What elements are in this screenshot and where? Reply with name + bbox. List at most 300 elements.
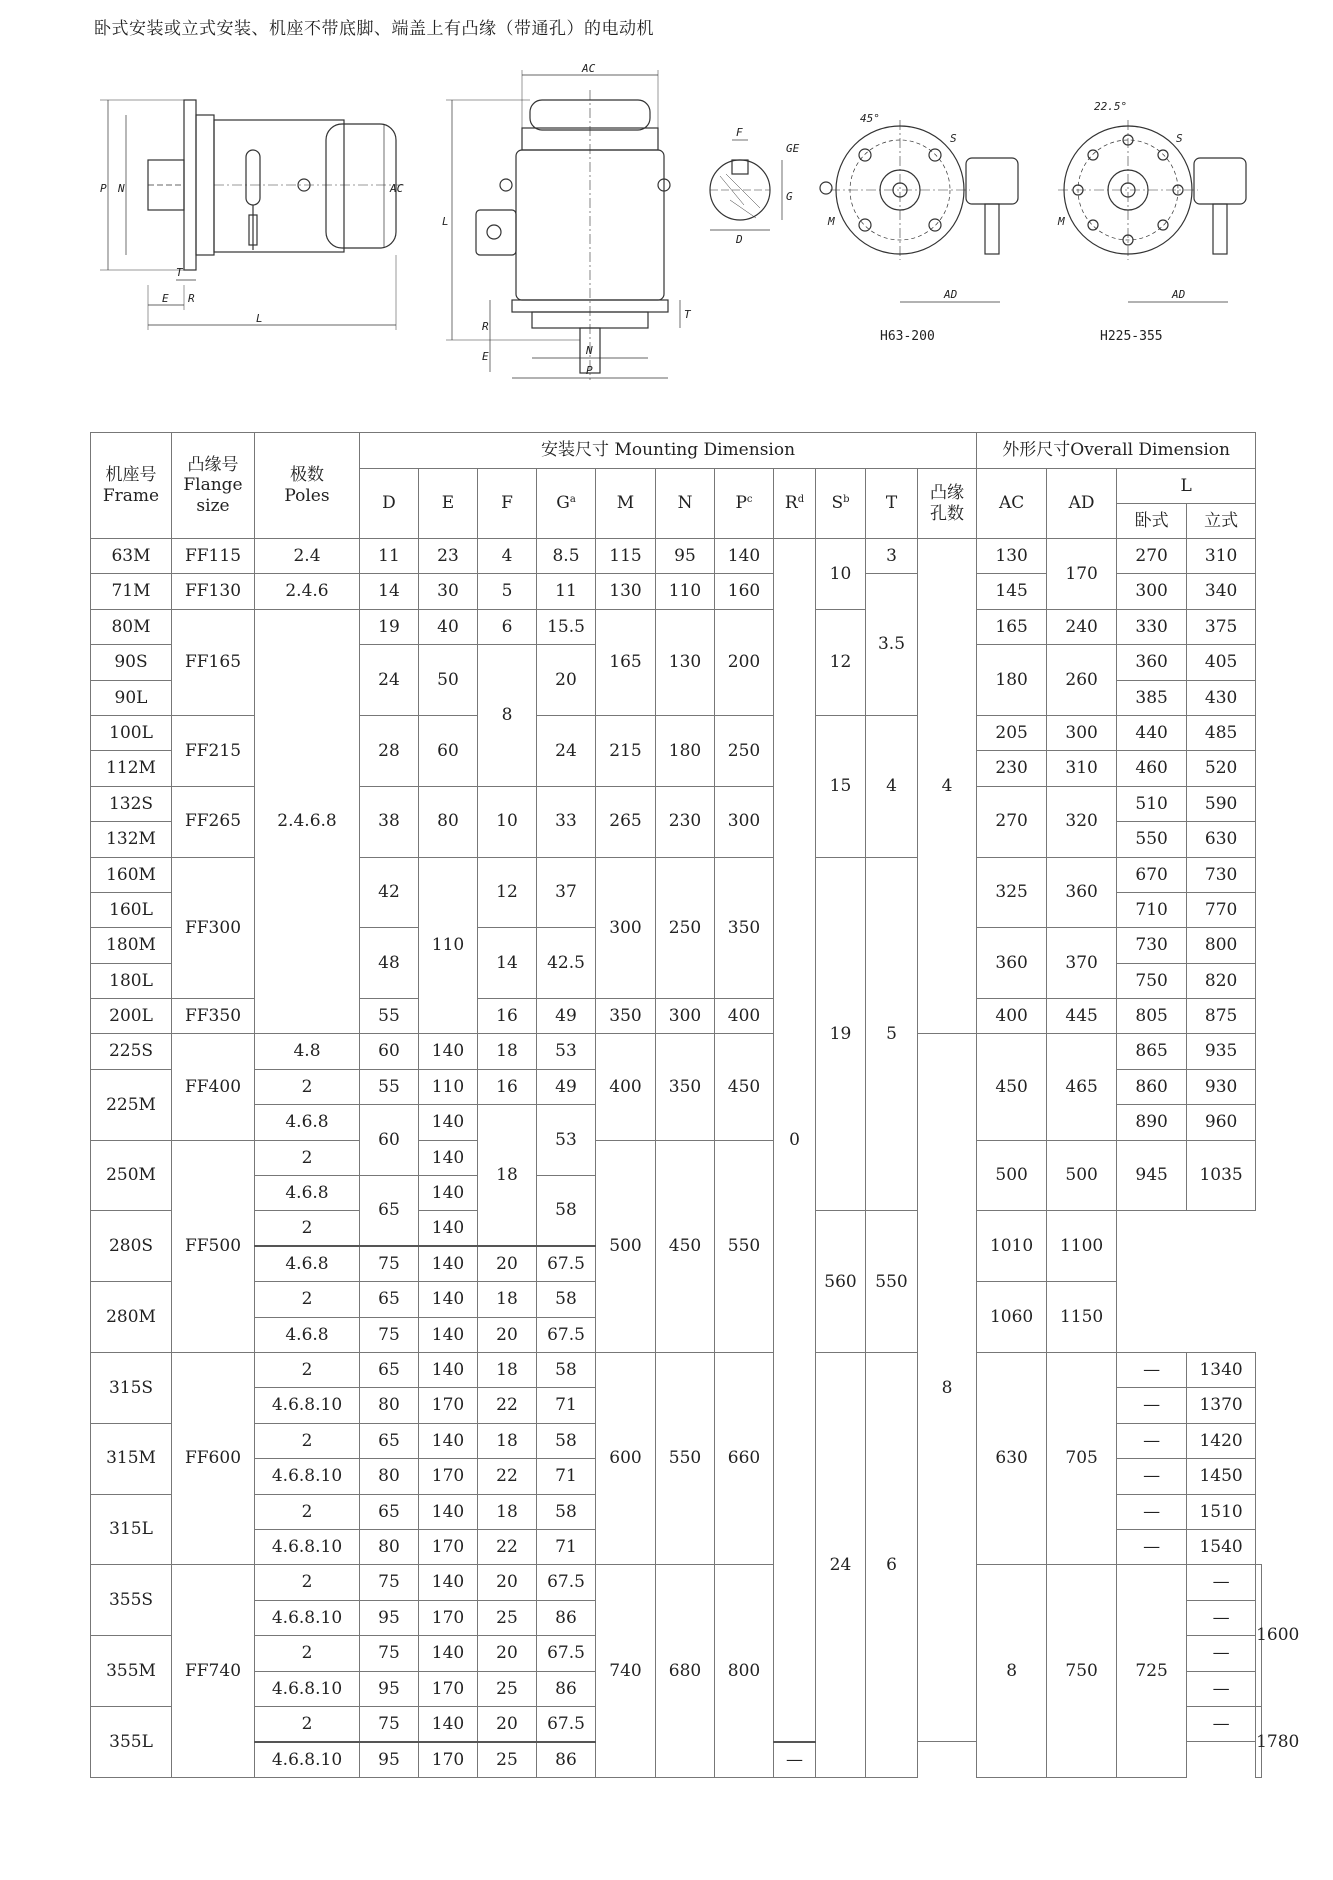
- cell-g: 37: [537, 857, 596, 928]
- label-GE-shaft: GE: [786, 142, 800, 155]
- cell-e: 140: [419, 1317, 478, 1352]
- cell-p: 450: [715, 1034, 774, 1140]
- cell-g: 49: [537, 999, 596, 1034]
- cell-e: 110: [419, 857, 478, 1034]
- cell-f: 6: [478, 609, 537, 644]
- cell-g: 67.5: [537, 1706, 596, 1741]
- cell-frame: 180M: [91, 928, 172, 963]
- cell-lh: —: [1117, 1459, 1187, 1494]
- cell-lv: 310: [1187, 539, 1256, 574]
- cell-m: 500: [596, 1140, 656, 1352]
- cell-lh: —: [1117, 1352, 1187, 1387]
- cell-poles: 2.4.6: [255, 574, 360, 609]
- cell-frame: 225S: [91, 1034, 172, 1069]
- cell-frame: 132S: [91, 786, 172, 821]
- header-L: L: [1117, 469, 1256, 504]
- cell-ad: 550: [866, 1211, 918, 1353]
- cell-f: 5: [478, 574, 537, 609]
- cell-ad: 465: [1047, 1034, 1117, 1140]
- cell-f: 16: [478, 1069, 537, 1104]
- cell-ad: 500: [1047, 1140, 1117, 1211]
- cell-m: 740: [596, 1565, 656, 1777]
- dimension-drawings-svg: [0, 40, 1333, 390]
- cell-ac: 400: [977, 999, 1047, 1034]
- cell-flange: FF600: [172, 1352, 255, 1564]
- label-angle-22-5: 22.5°: [1094, 100, 1128, 113]
- cell-g: 42.5: [537, 928, 596, 999]
- header-frame: 机座号 Frame: [91, 433, 172, 539]
- cell-e: 80: [419, 786, 478, 857]
- cell-poles: 4.6.8.10: [255, 1600, 360, 1635]
- cell-lh: 270: [1117, 539, 1187, 574]
- cell-s: 24: [816, 1352, 866, 1777]
- header-poles: 极数 Poles: [255, 433, 360, 539]
- cell-lv: 1780: [1256, 1706, 1262, 1777]
- table-row: [91, 1565, 1262, 1600]
- cell-lh: 865: [1117, 1034, 1187, 1069]
- cell-lh: 890: [1117, 1105, 1187, 1140]
- cell-lv: 520: [1187, 751, 1256, 786]
- cell-g: 58: [537, 1282, 596, 1317]
- cell-f: 14: [478, 928, 537, 999]
- cell-frame: 355S: [91, 1565, 172, 1636]
- cell-n: 95: [656, 539, 715, 574]
- cell-frame: 71M: [91, 574, 172, 609]
- cell-frame: 160M: [91, 857, 172, 892]
- cell-e: 140: [419, 1246, 478, 1281]
- cell-m: 600: [596, 1352, 656, 1564]
- cell-lv: 485: [1187, 715, 1256, 750]
- cell-s: 19: [816, 857, 866, 1211]
- cell-lh: 385: [1117, 680, 1187, 715]
- cell-lv: 1420: [1187, 1423, 1256, 1458]
- cell-e: 170: [419, 1529, 478, 1564]
- label-M-small: M: [828, 215, 835, 228]
- cell-frame: 315L: [91, 1494, 172, 1565]
- cell-lh: —: [1187, 1600, 1256, 1635]
- cell-lh: —: [1187, 1706, 1256, 1741]
- cell-poles: 4.6.8: [255, 1317, 360, 1352]
- cell-p: 800: [715, 1565, 774, 1777]
- cell-frame: 355M: [91, 1636, 172, 1707]
- cell-poles: 2: [255, 1211, 360, 1246]
- cell-f: 25: [478, 1600, 537, 1635]
- cell-lh: —: [1187, 1671, 1256, 1706]
- caption-h63-200: H63-200: [880, 329, 935, 344]
- cell-n: 250: [656, 857, 715, 999]
- cell-m: 215: [596, 715, 656, 786]
- cell-poles: 4.6.8.10: [255, 1671, 360, 1706]
- cell-p: 550: [715, 1140, 774, 1352]
- cell-p: 300: [715, 786, 774, 857]
- cell-lv: 935: [1187, 1034, 1256, 1069]
- cell-e: 140: [419, 1211, 478, 1246]
- cell-d: 80: [360, 1388, 419, 1423]
- cell-flange: FF740: [172, 1565, 255, 1777]
- cell-d: 48: [360, 928, 419, 999]
- cell-p: 350: [715, 857, 774, 999]
- header-E: E: [419, 469, 478, 539]
- cell-f: 22: [478, 1529, 537, 1564]
- cell-poles: 2: [255, 1706, 360, 1741]
- cell-lv: 590: [1187, 786, 1256, 821]
- label-E-vertical: E: [482, 350, 489, 363]
- cell-lv: 1510: [1187, 1494, 1256, 1529]
- cell-poles: 2: [255, 1565, 360, 1600]
- label-F-shaft: F: [736, 126, 743, 139]
- cell-lh: 510: [1117, 786, 1187, 821]
- cell-e: 140: [419, 1565, 478, 1600]
- cell-ac: 360: [977, 928, 1047, 999]
- cell-d: 60: [360, 1034, 419, 1069]
- cell-frame: 225M: [91, 1069, 172, 1140]
- cell-ad: 320: [1047, 786, 1117, 857]
- cell-f: 22: [478, 1388, 537, 1423]
- cell-ac: 270: [977, 786, 1047, 857]
- cell-poles: 4.6.8.10: [255, 1529, 360, 1564]
- cell-f: 20: [478, 1565, 537, 1600]
- cell-ad: 300: [1047, 715, 1117, 750]
- cell-lh: 300: [1117, 574, 1187, 609]
- cell-g: 53: [537, 1034, 596, 1069]
- cell-lv: 930: [1187, 1069, 1256, 1104]
- cell-flange: FF265: [172, 786, 255, 857]
- cell-poles: 4.6.8: [255, 1105, 360, 1140]
- cell-ad: 240: [1047, 609, 1117, 644]
- cell-e: 30: [419, 574, 478, 609]
- cell-lv: 875: [1187, 999, 1256, 1034]
- cell-g: 67.5: [537, 1317, 596, 1352]
- cell-g: 71: [537, 1529, 596, 1564]
- cell-lv: 1150: [1047, 1282, 1117, 1353]
- label-R: R: [188, 292, 195, 305]
- header-T: T: [866, 469, 918, 539]
- header-M: M: [596, 469, 656, 539]
- cell-lh: 360: [1117, 645, 1187, 680]
- cell-f: 18: [478, 1494, 537, 1529]
- cell-s: 12: [816, 609, 866, 715]
- cell-lv: 1370: [1187, 1388, 1256, 1423]
- cell-d: 75: [360, 1317, 419, 1352]
- cell-f: 20: [478, 1317, 537, 1352]
- header-AC: AC: [977, 469, 1047, 539]
- cell-lh: —: [1117, 1529, 1187, 1564]
- header-AD: AD: [1047, 469, 1117, 539]
- cell-ac: 325: [977, 857, 1047, 928]
- header-N: N: [656, 469, 715, 539]
- header-L-horizontal: 卧式: [1117, 504, 1187, 539]
- cell-g: 58: [537, 1176, 596, 1247]
- label-AD-small: AD: [944, 288, 958, 301]
- cell-g: 15.5: [537, 609, 596, 644]
- cell-p: 250: [715, 715, 774, 786]
- label-P-vertical: P: [586, 364, 593, 377]
- dimension-table: [90, 432, 1300, 1778]
- cell-lv: 1035: [1187, 1140, 1256, 1211]
- cell-t: 4: [866, 715, 918, 857]
- cell-f: 20: [478, 1246, 537, 1281]
- cell-lh: 550: [1117, 822, 1187, 857]
- cell-e: 140: [419, 1282, 478, 1317]
- cell-g: 67.5: [537, 1636, 596, 1671]
- cell-poles: 2: [255, 1423, 360, 1458]
- cell-lh: 1060: [977, 1282, 1047, 1353]
- cell-f: 4: [478, 539, 537, 574]
- cell-e: 23: [419, 539, 478, 574]
- cell-lh: 440: [1117, 715, 1187, 750]
- cell-d: 42: [360, 857, 419, 928]
- cell-poles: 4.6.8.10: [255, 1388, 360, 1423]
- cell-g: 11: [537, 574, 596, 609]
- cell-e: 50: [419, 645, 478, 716]
- cell-lh: —: [1117, 1388, 1187, 1423]
- cell-e: 140: [419, 1636, 478, 1671]
- cell-g: 86: [537, 1600, 596, 1635]
- cell-lv: 1540: [1187, 1529, 1256, 1564]
- label-L: L: [256, 312, 263, 325]
- cell-f: 20: [478, 1636, 537, 1671]
- cell-n: 450: [656, 1140, 715, 1352]
- cell-frame: 355L: [91, 1706, 172, 1777]
- cell-lv: 1340: [1187, 1352, 1256, 1387]
- cell-d: 24: [360, 645, 419, 716]
- cell-n: 180: [656, 715, 715, 786]
- cell-f: 18: [478, 1282, 537, 1317]
- cell-frame: 250M: [91, 1140, 172, 1211]
- label-P: P: [100, 182, 107, 195]
- vertical-mounting-view: [446, 70, 680, 380]
- cell-lh: —: [774, 1742, 816, 1777]
- cell-m: 300: [596, 857, 656, 999]
- cell-poles: 4.6.8.10: [255, 1459, 360, 1494]
- cell-s: 15: [816, 715, 866, 857]
- cell-f: 20: [478, 1706, 537, 1741]
- cell-flange: FF300: [172, 857, 255, 999]
- cell-e: 40: [419, 609, 478, 644]
- cell-lv: 405: [1187, 645, 1256, 680]
- cell-poles: 4.8: [255, 1034, 360, 1069]
- cell-t: 3.5: [866, 574, 918, 716]
- cell-ac: 180: [977, 645, 1047, 716]
- header-flange: 凸缘号 Flange size: [172, 433, 255, 539]
- caption-h225-355: H225-355: [1100, 329, 1163, 344]
- cell-f: 25: [478, 1671, 537, 1706]
- cell-d: 65: [360, 1282, 419, 1317]
- cell-ac: 205: [977, 715, 1047, 750]
- cell-holes: 8: [918, 1034, 977, 1742]
- shaft-section-view: [710, 140, 782, 230]
- cell-g: 71: [537, 1459, 596, 1494]
- cell-ac: 560: [816, 1211, 866, 1353]
- cell-lh: —: [1187, 1636, 1256, 1671]
- cell-n: 130: [656, 609, 715, 715]
- header-P: $P^c$: [715, 469, 774, 539]
- label-S-small: S: [950, 132, 957, 145]
- cell-e: 170: [419, 1671, 478, 1706]
- label-M-large: M: [1058, 215, 1065, 228]
- table-row: [91, 609, 1262, 644]
- cell-d: 75: [360, 1246, 419, 1281]
- cell-lv: 770: [1187, 892, 1256, 927]
- cell-f: 16: [478, 999, 537, 1034]
- cell-n: 350: [656, 1034, 715, 1140]
- cell-ad: 445: [1047, 999, 1117, 1034]
- cell-d: 38: [360, 786, 419, 857]
- cell-f: 18: [478, 1352, 537, 1387]
- cell-flange: FF115: [172, 539, 255, 574]
- cell-d: 95: [360, 1671, 419, 1706]
- cell-lh: —: [1187, 1565, 1256, 1600]
- cell-g: 53: [537, 1105, 596, 1176]
- cell-e: 110: [419, 1069, 478, 1104]
- table-row: [91, 1034, 1262, 1069]
- cell-poles: 2.4: [255, 539, 360, 574]
- header-mounting-dimension: 安装尺寸 Mounting Dimension: [360, 433, 977, 469]
- header-flange-holes: 凸缘 孔数: [918, 469, 977, 539]
- cell-n: 680: [656, 1565, 715, 1777]
- cell-ac: 130: [977, 539, 1047, 574]
- cell-lv: 340: [1187, 574, 1256, 609]
- cell-d: 75: [360, 1565, 419, 1600]
- cell-m: 130: [596, 574, 656, 609]
- cell-e: 140: [419, 1140, 478, 1175]
- cell-frame: 180L: [91, 963, 172, 998]
- cell-ac: 230: [977, 751, 1047, 786]
- cell-poles: 2.4.6.8: [255, 609, 360, 1034]
- cell-flange: FF130: [172, 574, 255, 609]
- cell-n: 230: [656, 786, 715, 857]
- cell-poles: 2: [255, 1636, 360, 1671]
- cell-d: 80: [360, 1459, 419, 1494]
- cell-lv: 375: [1187, 609, 1256, 644]
- cell-lv: 800: [1187, 928, 1256, 963]
- cell-t: 6: [866, 1352, 918, 1777]
- cell-frame: 80M: [91, 609, 172, 644]
- cell-g: 67.5: [537, 1565, 596, 1600]
- cell-e: 170: [419, 1742, 478, 1777]
- table-row: [91, 1352, 1262, 1387]
- cell-g: 58: [537, 1423, 596, 1458]
- header-G: $G^a$: [537, 469, 596, 539]
- cell-f: 18: [478, 1423, 537, 1458]
- cell-lv: 820: [1187, 963, 1256, 998]
- cell-lh: 1010: [977, 1211, 1047, 1282]
- cell-lh: 330: [1117, 609, 1187, 644]
- cell-frame: 112M: [91, 751, 172, 786]
- cell-holes: 4: [918, 539, 977, 1034]
- cell-n: 300: [656, 999, 715, 1034]
- cell-poles: 2: [255, 1494, 360, 1529]
- cell-frame: 90L: [91, 680, 172, 715]
- cell-g: 58: [537, 1352, 596, 1387]
- header-F: F: [478, 469, 537, 539]
- cell-frame: 200L: [91, 999, 172, 1034]
- cell-g: 33: [537, 786, 596, 857]
- cell-f: 18: [478, 1034, 537, 1069]
- cell-d: 19: [360, 609, 419, 644]
- cell-poles: 4.6.8: [255, 1246, 360, 1281]
- cell-d: 95: [360, 1600, 419, 1635]
- cell-d: 80: [360, 1529, 419, 1564]
- cell-m: 400: [596, 1034, 656, 1140]
- cell-frame: 280S: [91, 1211, 172, 1282]
- cell-d: 95: [360, 1742, 419, 1777]
- header-L-vertical: 立式: [1187, 504, 1256, 539]
- cell-poles: 2: [255, 1282, 360, 1317]
- cell-ac: 750: [1047, 1565, 1117, 1777]
- cell-e: 170: [419, 1459, 478, 1494]
- cell-ad: 705: [1047, 1352, 1117, 1564]
- cell-lh: 730: [1117, 928, 1187, 963]
- cell-n: 550: [656, 1352, 715, 1564]
- cell-lh: 945: [1117, 1140, 1187, 1211]
- label-G-shaft: G: [786, 190, 793, 203]
- label-T-vertical: T: [684, 308, 691, 321]
- cell-d: 55: [360, 1069, 419, 1104]
- cell-p: 400: [715, 999, 774, 1034]
- cell-ac: 500: [977, 1140, 1047, 1211]
- cell-lv: 960: [1187, 1105, 1256, 1140]
- cell-f: 10: [478, 786, 537, 857]
- cell-g: 20: [537, 645, 596, 716]
- cell-lh: 750: [1117, 963, 1187, 998]
- cell-e: 140: [419, 1494, 478, 1529]
- cell-lh: —: [1117, 1494, 1187, 1529]
- cell-poles: 2: [255, 1352, 360, 1387]
- cell-t: 5: [866, 857, 918, 1211]
- cell-p: 160: [715, 574, 774, 609]
- cell-m: 115: [596, 539, 656, 574]
- label-AD-large: AD: [1172, 288, 1186, 301]
- cell-d: 75: [360, 1636, 419, 1671]
- cell-d: 65: [360, 1176, 419, 1247]
- flange-view-small: [820, 120, 1018, 302]
- cell-d: 14: [360, 574, 419, 609]
- cell-f: 8: [478, 645, 537, 787]
- cell-e: 140: [419, 1034, 478, 1069]
- cell-ad: 360: [1047, 857, 1117, 928]
- cell-d: 65: [360, 1423, 419, 1458]
- cell-d: 65: [360, 1494, 419, 1529]
- cell-f: 25: [478, 1742, 537, 1777]
- cell-ad: 370: [1047, 928, 1117, 999]
- cell-ad: 170: [1047, 539, 1117, 610]
- cell-lh: 710: [1117, 892, 1187, 927]
- cell-e: 140: [419, 1105, 478, 1140]
- intro-text: 卧式安装或立式安装、机座不带底脚、端盖上有凸缘（带通孔）的电动机: [94, 19, 654, 39]
- cell-f: 22: [478, 1459, 537, 1494]
- flange-view-large: [1058, 120, 1246, 302]
- cell-e: 140: [419, 1706, 478, 1741]
- motor-drawings: [0, 40, 1333, 390]
- cell-d: 75: [360, 1706, 419, 1741]
- label-AC-vertical: AC: [582, 62, 596, 75]
- cell-poles: 4.6.8.10: [255, 1742, 360, 1777]
- cell-poles: 4.6.8: [255, 1176, 360, 1211]
- cell-g: 24: [537, 715, 596, 786]
- label-L-vertical: L: [442, 215, 449, 228]
- cell-m: 165: [596, 609, 656, 715]
- cell-r: 0: [774, 539, 816, 1742]
- cell-g: 67.5: [537, 1246, 596, 1281]
- cell-frame: 280M: [91, 1282, 172, 1353]
- cell-e: 140: [419, 1352, 478, 1387]
- cell-holes: 8: [977, 1565, 1047, 1777]
- cell-d: 60: [360, 1105, 419, 1176]
- label-N: N: [118, 182, 125, 195]
- cell-s: 10: [816, 539, 866, 610]
- cell-e: 140: [419, 1176, 478, 1211]
